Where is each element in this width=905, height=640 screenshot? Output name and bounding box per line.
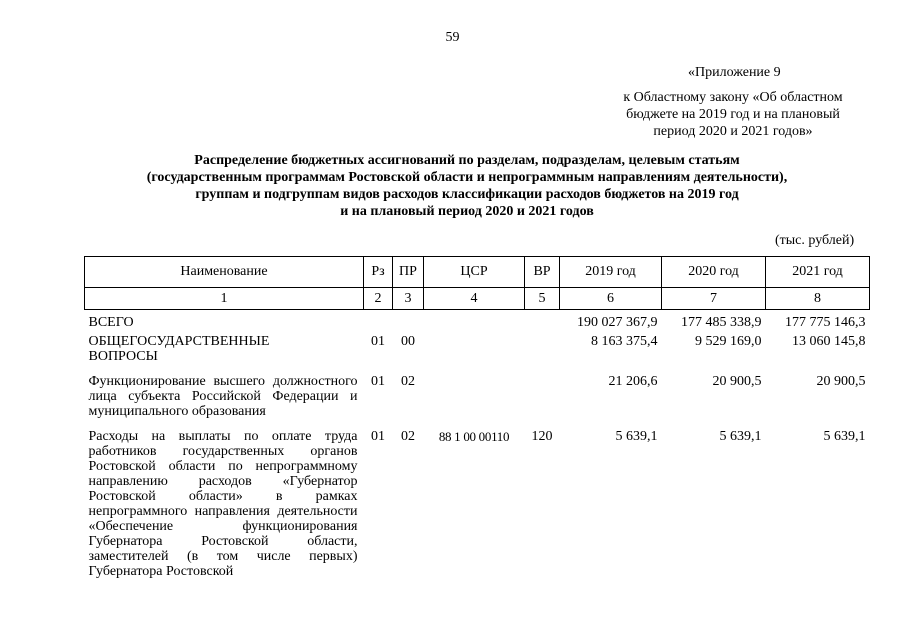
units-label: (тыс. рублей) [775, 233, 855, 248]
column-number: 1 [85, 288, 364, 310]
row-name: ВСЕГО [88, 315, 134, 330]
header-vr: ВР [525, 257, 560, 288]
row-pr: 00 [401, 334, 415, 349]
row-csr [424, 330, 525, 364]
row-name: Функционирование высшего должностного лица субъекта Российской Федерации и муниципального образования [88, 374, 358, 419]
row-vr [525, 310, 560, 331]
column-number: 4 [424, 288, 525, 310]
row-2019: 8 163 375,4 [591, 334, 658, 349]
header-rz: Рз [364, 257, 393, 288]
column-number: 2 [364, 288, 393, 310]
page-number: 59 [445, 30, 460, 45]
row-pr: 02 [401, 374, 415, 389]
table-row [85, 330, 870, 364]
budget-table [84, 256, 870, 579]
title-line: (государственным программам Ростовской области и непрограммным направлениям деятельности), [146, 170, 788, 185]
header-pr: ПР [393, 257, 424, 288]
document-title [92, 152, 842, 220]
row-pr [393, 310, 424, 331]
row-2020: 5 639,1 [719, 429, 762, 444]
annex-line: период 2020 и 2021 годов» [653, 124, 813, 139]
column-number: 7 [662, 288, 766, 310]
row-2019: 5 639,1 [615, 429, 658, 444]
title-line: и на плановый период 2020 и 2021 годов [340, 204, 594, 219]
row-rz [364, 310, 393, 331]
row-rz: 01 [371, 429, 385, 444]
table-row [85, 419, 870, 579]
annex-title: «Приложение 9 [688, 65, 781, 80]
header-name: Наименование [85, 257, 364, 288]
row-2021: 13 060 145,8 [792, 334, 866, 349]
row-pr: 02 [401, 429, 415, 444]
table-row [85, 364, 870, 419]
row-name: ОБЩЕГОСУДАРСТВЕННЫЕ ВОПРОСЫ [88, 334, 270, 364]
row-2020: 9 529 169,0 [695, 334, 762, 349]
table-header-row [85, 257, 870, 288]
header-csr: ЦСР [424, 257, 525, 288]
annex-line: к Областному закону «Об областном [623, 90, 843, 105]
column-number-row [85, 288, 870, 310]
header-2021: 2021 год [766, 257, 870, 288]
row-2020: 177 485 338,9 [681, 315, 762, 330]
row-vr: 120 [531, 429, 553, 444]
row-rz: 01 [371, 334, 385, 349]
row-2020: 20 900,5 [712, 374, 762, 389]
row-2019: 21 206,6 [608, 374, 658, 389]
column-number: 5 [525, 288, 560, 310]
row-csr: 88 1 00 00110 [438, 429, 510, 444]
row-vr [525, 330, 560, 364]
row-2021: 5 639,1 [823, 429, 866, 444]
row-2019: 190 027 367,9 [577, 315, 658, 330]
header-2020: 2020 год [662, 257, 766, 288]
row-name: Расходы на выплаты по оплате труда работников государственных органов Ростовской области по непрограммному направлению расходов «Губернатор Ростовской области» в рамках непрограммного направления деятельности «Обеспечение функционирования Губернатора Ростовской области, заместителей (в том числе первых) Губернатора Ростовской [88, 429, 358, 579]
row-2021: 177 775 146,3 [785, 315, 866, 330]
column-number: 3 [393, 288, 424, 310]
header-2019: 2019 год [560, 257, 662, 288]
title-line: группам и подгруппам видов расходов классификации расходов бюджетов на 2019 год [195, 187, 739, 202]
column-number: 8 [766, 288, 870, 310]
title-line: Распределение бюджетных ассигнований по разделам, подразделам, целевым статьям [194, 153, 740, 168]
row-csr [424, 364, 525, 419]
row-2021: 20 900,5 [816, 374, 866, 389]
table-row [85, 310, 870, 331]
row-vr [525, 364, 560, 419]
column-number: 6 [560, 288, 662, 310]
annex-line: бюджете на 2019 год и на плановый [626, 107, 840, 122]
annex-text [588, 89, 878, 140]
row-rz: 01 [371, 374, 385, 389]
row-csr [424, 310, 525, 331]
